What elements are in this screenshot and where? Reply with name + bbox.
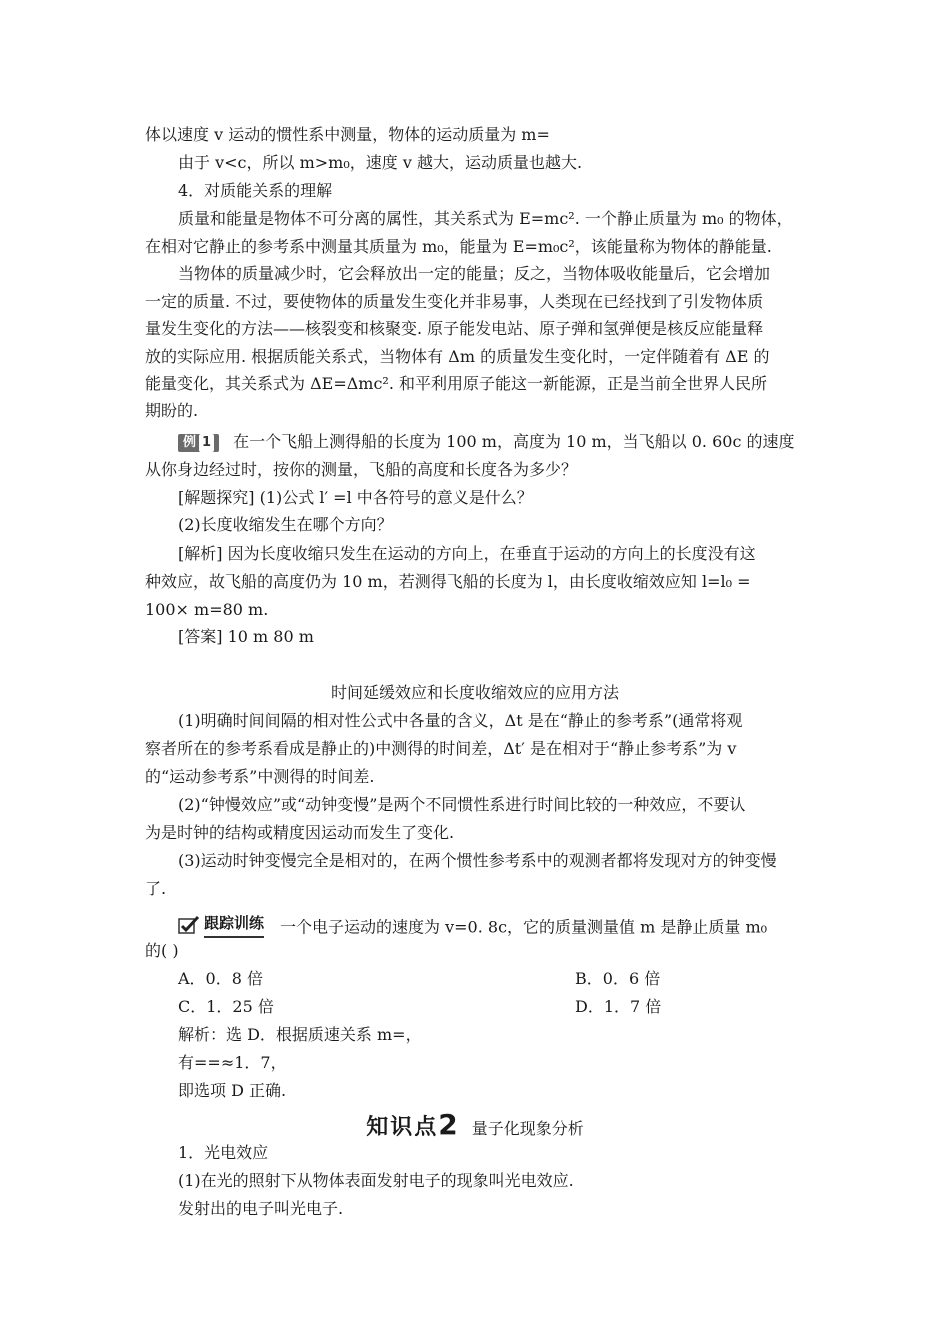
paragraph-line: 体以速度 v 运动的惯性系中测量，物体的运动质量为 m= bbox=[145, 125, 550, 144]
option-d: D．1．7 倍 bbox=[575, 997, 662, 1016]
paragraph-line: 量发生变化的方法——核裂变和核聚变. 原子能发电站、原子弹和氢弹便是核反应能量释 bbox=[145, 319, 764, 338]
option-b: B．0．6 倍 bbox=[575, 969, 661, 988]
paragraph-line: (1)在光的照射下从物体表面发射电子的现象叫光电效应. bbox=[178, 1171, 574, 1190]
paragraph-line: 从你身边经过时，按你的测量，飞船的高度和长度各为多少？ bbox=[145, 460, 578, 479]
solution-line: 即选项 D 正确. bbox=[178, 1081, 287, 1100]
track-badge: 跟踪训练 bbox=[178, 911, 264, 938]
analysis-line: [解析] 因为长度收缩只发生在运动的方向上，在垂直于运动的方向上的长度没有这 bbox=[178, 544, 756, 563]
answer-line: [答案] 10 m 80 m bbox=[178, 627, 314, 646]
paragraph-line: 由于 v<c，所以 m>m₀，速度 v 越大，运动质量也越大. bbox=[178, 153, 583, 172]
method-line: 了. bbox=[145, 879, 167, 898]
method-line: 察者所在的参考系看成是静止的)中测得的时间差，Δt′ 是在相对于“静止参考系”为 v bbox=[145, 739, 737, 758]
paragraph-line: 质量和能量是物体不可分离的属性，其关系式为 E=mc². 一个静止质量为 m₀ 的物体， bbox=[178, 209, 793, 228]
method-line: 的“运动参考系”中测得的时间差. bbox=[145, 767, 375, 786]
method-line: (1)明确时间间隔的相对性公式中各量的含义，Δt 是在“静止的参考系”(通常将观 bbox=[178, 711, 743, 730]
probe-line: [解题探究] (1)公式 l′ =l 中各符号的意义是什么？ bbox=[178, 488, 533, 507]
paragraph-line: 一定的质量. 不过，要使物体的质量发生变化并非易事，人类现在已经找到了引发物体质 bbox=[145, 292, 764, 311]
knowledge-point-label: 知识点2 bbox=[366, 1108, 460, 1141]
section-heading: 1．光电效应 bbox=[178, 1143, 269, 1162]
paragraph-line: 的( ) bbox=[145, 941, 179, 960]
analysis-line: 100× m=80 m. bbox=[145, 600, 269, 619]
example-badge: 例 1 bbox=[178, 434, 219, 452]
option-c: C．1．25 倍 bbox=[178, 997, 274, 1016]
knowledge-point-heading bbox=[0, 1108, 950, 1141]
check-icon bbox=[178, 915, 202, 935]
paragraph-line: 放的实际应用. 根据质能关系式，当物体有 Δm 的质量发生变化时，一定伴随着有 ΔE 的 bbox=[145, 347, 770, 366]
paragraph-line: 能量变化，其关系式为 ΔE=Δmc². 和平利用原子能这一新能源，正是当前全世界人民所 bbox=[145, 374, 768, 393]
paragraph-line: 在相对它静止的参考系中测量其质量为 m₀，能量为 E=m₀c²，该能量称为物体的静能量. bbox=[145, 237, 772, 256]
paragraph-line: 当物体的质量减少时，它会释放出一定的能量；反之，当物体吸收能量后，它会增加 bbox=[178, 264, 771, 283]
analysis-line: 种效应，故飞船的高度仍为 10 m，若测得飞船的长度为 l，由长度收缩效应知 l=l₀ = bbox=[145, 572, 751, 591]
method-line: 为是时钟的结构或精度因运动而发生了变化. bbox=[145, 823, 455, 842]
paragraph-line: 期盼的. bbox=[145, 401, 199, 420]
paragraph-line: 发射出的电子叫光电子. bbox=[178, 1199, 344, 1218]
knowledge-point-subtitle: 量子化现象分析 bbox=[471, 1119, 584, 1138]
track-line: 跟踪训练 一个电子运动的速度为 v=0. 8c，它的质量测量值 m 是静止质量 m₀ bbox=[178, 911, 767, 940]
option-a: A．0．8 倍 bbox=[178, 969, 264, 988]
example-line: 例 1 在一个飞船上测得船的长度为 100 m，高度为 10 m，当飞船以 0. 60c 的速度 bbox=[178, 430, 795, 454]
probe-line: (2)长度收缩发生在哪个方向？ bbox=[178, 515, 393, 534]
method-line: (2)“钟慢效应”或“动钟变慢”是两个不同惯性系进行时间比较的一种效应，不要认 bbox=[178, 795, 746, 814]
section-heading: 4．对质能关系的理解 bbox=[178, 181, 333, 200]
method-line: (3)运动时钟变慢完全是相对的，在两个惯性参考系中的观测者都将发现对方的钟变慢 bbox=[178, 851, 777, 870]
solution-line: 解析：选 D．根据质速关系 m=， bbox=[178, 1025, 422, 1044]
method-title: 时间延缓效应和长度收缩效应的应用方法 bbox=[330, 683, 619, 702]
solution-line: 有==≈1．7， bbox=[178, 1053, 287, 1072]
